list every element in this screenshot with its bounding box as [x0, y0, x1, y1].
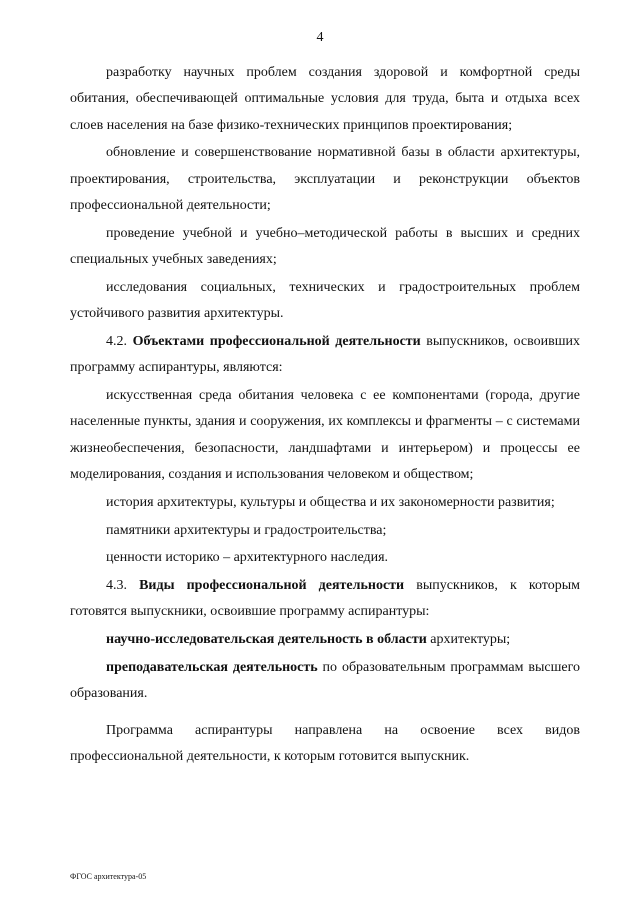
- footer-label: ФГОС архитектура-05: [70, 872, 147, 881]
- section-number: 4.3.: [106, 578, 140, 594]
- paragraph-1: разработку научных проблем создания здоровой и комфортной среды обитания, обеспечивающей оптимальные условия для труда, быта и отдыха всех слоев населения на базе физико-технических принципов проектирования;: [70, 65, 580, 133]
- paragraph-5: [70, 329, 580, 382]
- bold-term: преподавательская деятельность: [106, 660, 318, 676]
- paragraph-6: искусственная среда обитания человека с ее компонентами (города, другие населенные пункты, здания и сооружения, их комплексы и фрагменты – с системами жизнеобеспечения, безопасности, ландшафтами и интерьером) и процессы ее моделирования, создания и использования человеком и обществом;: [70, 388, 580, 482]
- bold-term: Виды профессиональной деятельности: [139, 578, 405, 594]
- paragraph-text: архитектуры;: [426, 632, 511, 648]
- paragraph-8: памятники архитектуры и градостроительства;: [106, 522, 387, 538]
- paragraph-4: исследования социальных, технических и градостроительных проблем устойчивого развития архитектуры.: [70, 279, 580, 322]
- paragraph-3: проведение учебной и учебно–методической работы в высших и средних специальных учебных заведениях;: [70, 225, 580, 268]
- paragraph-text: выпускников, освоивших программу аспирантуры, являются:: [70, 333, 581, 376]
- paragraph-13: Программа аспирантуры направлена на освоение всех видов профессиональной деятельности, к которым готовится выпускник.: [70, 722, 580, 764]
- paragraph-7: история архитектуры, культуры и общества и их закономерности развития;: [106, 494, 555, 510]
- paragraph-2: обновление и совершенствование нормативной базы в области архитектуры, проектирования, строительства, эксплуатации и реконструкции объектов профессиональной деятельности;: [70, 145, 580, 213]
- page-number: 4: [316, 30, 324, 45]
- paragraph-10: [70, 573, 580, 626]
- paragraph-12: [70, 655, 580, 708]
- paragraph-text: по образовательным программам высшего образования.: [70, 660, 581, 702]
- bold-term: Объектами профессиональной деятельности: [132, 333, 421, 349]
- bold-term: научно-исследовательская деятельность в области: [106, 632, 427, 648]
- paragraph-text: выпускников, к которым готовятся выпускники, освоившие программу аспирантуры:: [70, 578, 580, 620]
- section-number: 4.2.: [106, 333, 133, 349]
- paragraph-11: [70, 627, 580, 653]
- document-body: [70, 60, 580, 772]
- paragraph-9: ценности историко – архитектурного наследия.: [106, 550, 389, 566]
